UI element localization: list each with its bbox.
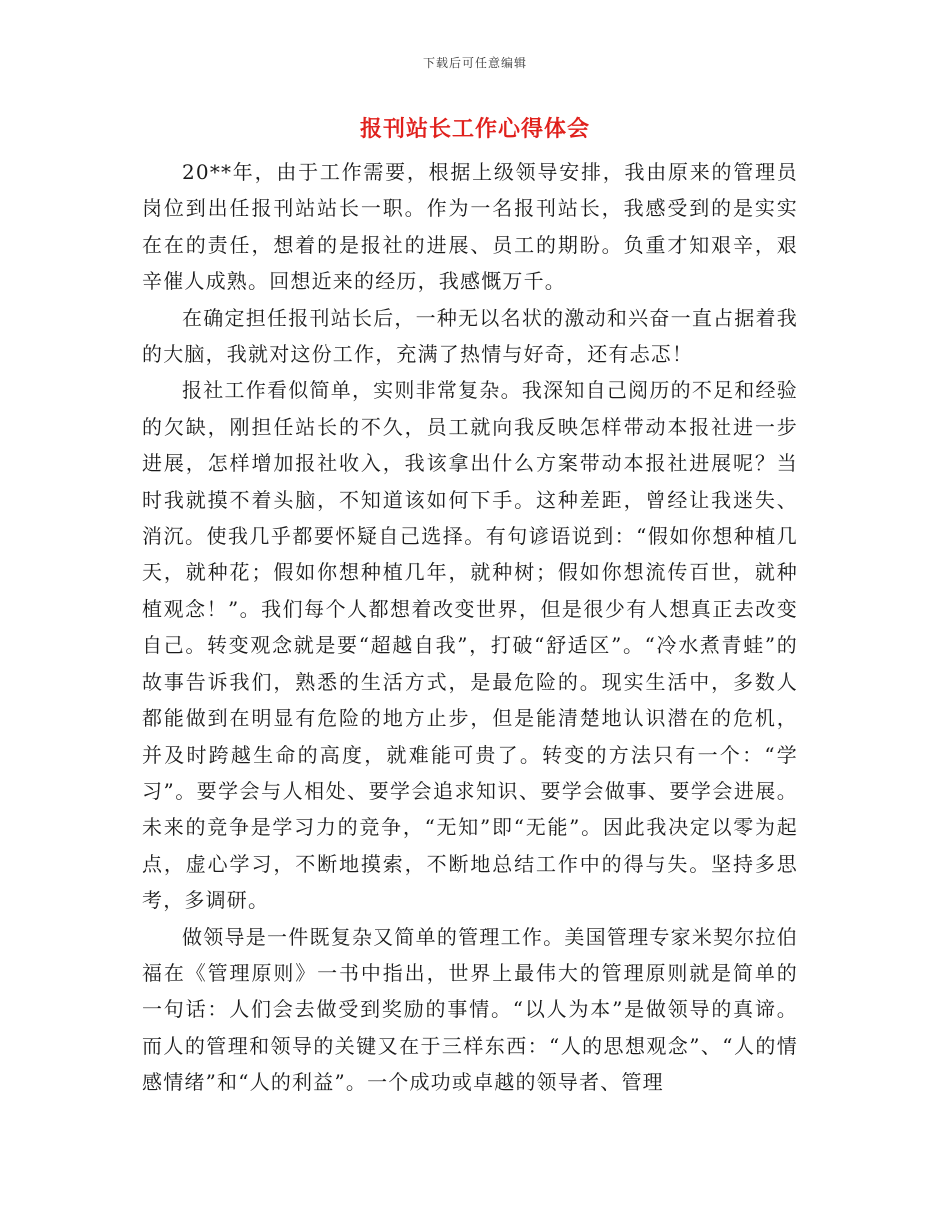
paragraph: 报社工作看似简单，实则非常复杂。我深知自己阅历的不足和经验的欠缺，刚担任站长的不久，员工就向我反映怎样带动本报社进一步进展，怎样增加报社收入，我该拿出什么方案带动本报社进展呢？当时我就摸不着头脑，不知道该如何下手。这种差距，曾经让我迷失、消沉。使我几乎都要怀疑自己选择。有句谚语说到：“假如你想种植几天，就种花；假如你想种植几年，就种树；假如你想流传百世，就种植观念！”。我们每个人都想着改变世界，但是很少有人想真正去改变自己。转变观念就是要“超越自我”，打破“舒适区”。“冷水煮青蛙”的故事告诉我们，熟悉的生活方式，是最危险的。现实生活中，多数人都能做到在明显有危险的地方止步，但是能清楚地认识潜在的危机，并及时跨越生命的高度，就难能可贵了。转变的方法只有一个：“学习”。要学会与人相处、要学会追求知识、要学会做事、要学会进展。未来的竞争是学习力的竞争，“无知”即“无能”。因此我决定以零为起点，虚心学习，不断地摸索，不断地总结工作中的得与失。坚持多思考，多调研。	[142, 378, 798, 913]
document-title: 报刊站长工作心得体会	[359, 116, 590, 142]
paragraph: 做领导是一件既复杂又简单的管理工作。美国管理专家米契尔拉伯福在《管理原则》一书中指出，世界上最伟大的管理原则就是简单的一句话：人们会去做受到奖励的事情。“以人为本”是做领导的真谛。而人的管理和领导的关键又在于三样东西：“人的思想观念”、“人的情感情绪”和“人的利益”。一个成功或卓越的领导者、管理	[142, 924, 798, 1095]
document-body	[142, 154, 798, 1101]
paragraph: 20**年，由于工作需要，根据上级领导安排，我由原来的管理员岗位到出任报刊站站长一职。作为一名报刊站长，我感受到的是实实在在的责任，想着的是报社的进展、员工的期盼。负重才知艰辛，艰辛催人成熟。回想近来的经历，我感慨万千。	[142, 160, 798, 294]
header-note: 下载后可任意编辑	[422, 56, 527, 70]
paragraph: 在确定担任报刊站长后，一种无以名状的激动和兴奋一直占据着我的大脑，我就对这份工作，充满了热情与好奇，还有忐忑！	[142, 305, 798, 367]
